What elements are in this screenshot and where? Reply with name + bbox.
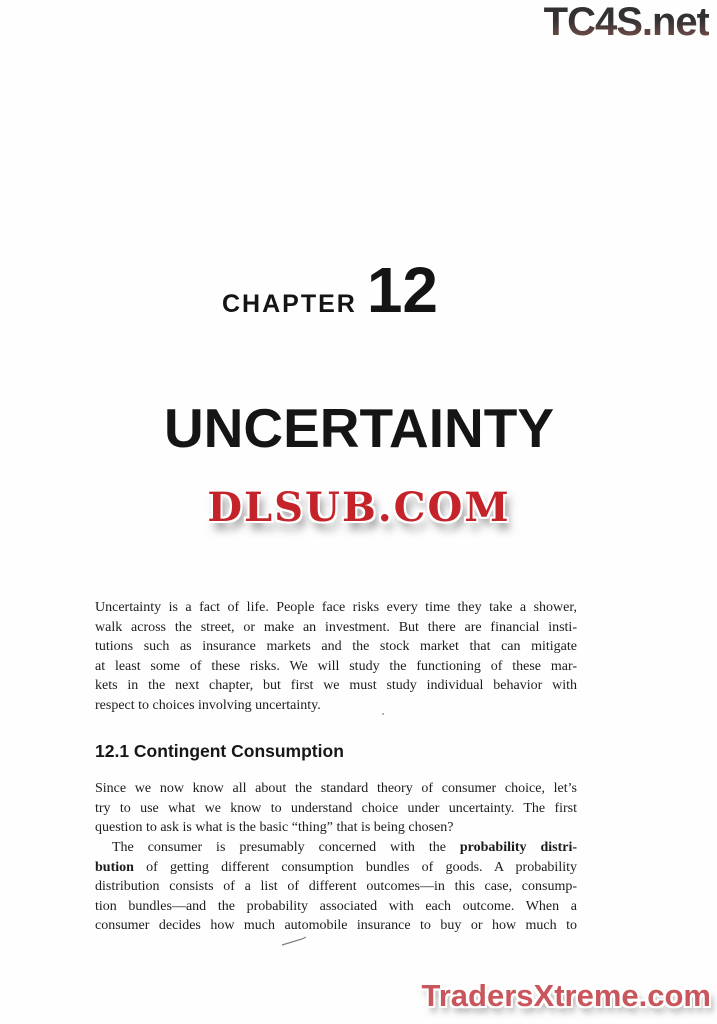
tc4s-watermark-logo: TC4S.net (543, 0, 709, 44)
section-paragraph-2 (95, 838, 577, 936)
section-paragraph-1 (95, 779, 577, 838)
text-line: tutions such as insurance markets and the stock market that can mitigate (95, 639, 577, 655)
pen-stroke-mark (280, 934, 310, 948)
section-heading: 12.1 Contingent Consumption (95, 741, 344, 761)
text-line: consumer decides how much automobile insurance to buy or how much to (95, 918, 577, 934)
chapter-heading (90, 253, 570, 327)
text-line (95, 858, 577, 878)
scan-artifact-dot (382, 713, 384, 715)
text-line: at least some of these risks. We will study the functioning of these mar- (95, 658, 577, 674)
text-line: question to ask is what is the basic “thing” that is being chosen? (95, 820, 454, 836)
intro-paragraph (95, 598, 577, 716)
text-line: try to use what we know to understand choice under uncertainty. The first (95, 800, 577, 816)
text-line: tion bundles—and the probability associated with each outcome. When a (95, 898, 577, 914)
dlsub-watermark-logo: DLSUB.COM (207, 484, 511, 531)
text-line: kets in the next chapter, but first we must study individual behavior with (95, 678, 577, 694)
text-segment: of getting different consumption bundles of goods. A probability (133, 859, 577, 875)
text-line: distribution consists of a list of different outcomes—in this case, consump- (95, 879, 577, 895)
text-line (95, 838, 577, 858)
chapter-label: CHAPTER (221, 290, 357, 318)
chapter-title: UNCERTAINTY (163, 397, 555, 459)
bold-text-segment: probability distri- (459, 840, 577, 855)
chapter-number: 12 (366, 254, 439, 326)
tradersxtreme-watermark-logo: TradersXtreme.com (421, 978, 711, 1013)
text-line: respect to choices involving uncertainty. (95, 697, 321, 713)
text-line: Uncertainty is a fact of life. People face risks every time they take a shower, (95, 600, 577, 615)
bold-text-segment: bution (95, 859, 134, 875)
text-line: walk across the street, or make an investment. But there are financial insti- (95, 619, 577, 635)
text-line: Since we now know all about the standard theory of consumer choice, let’s (95, 781, 577, 796)
text-segment: The consumer is presumably concerned with the (112, 840, 460, 855)
